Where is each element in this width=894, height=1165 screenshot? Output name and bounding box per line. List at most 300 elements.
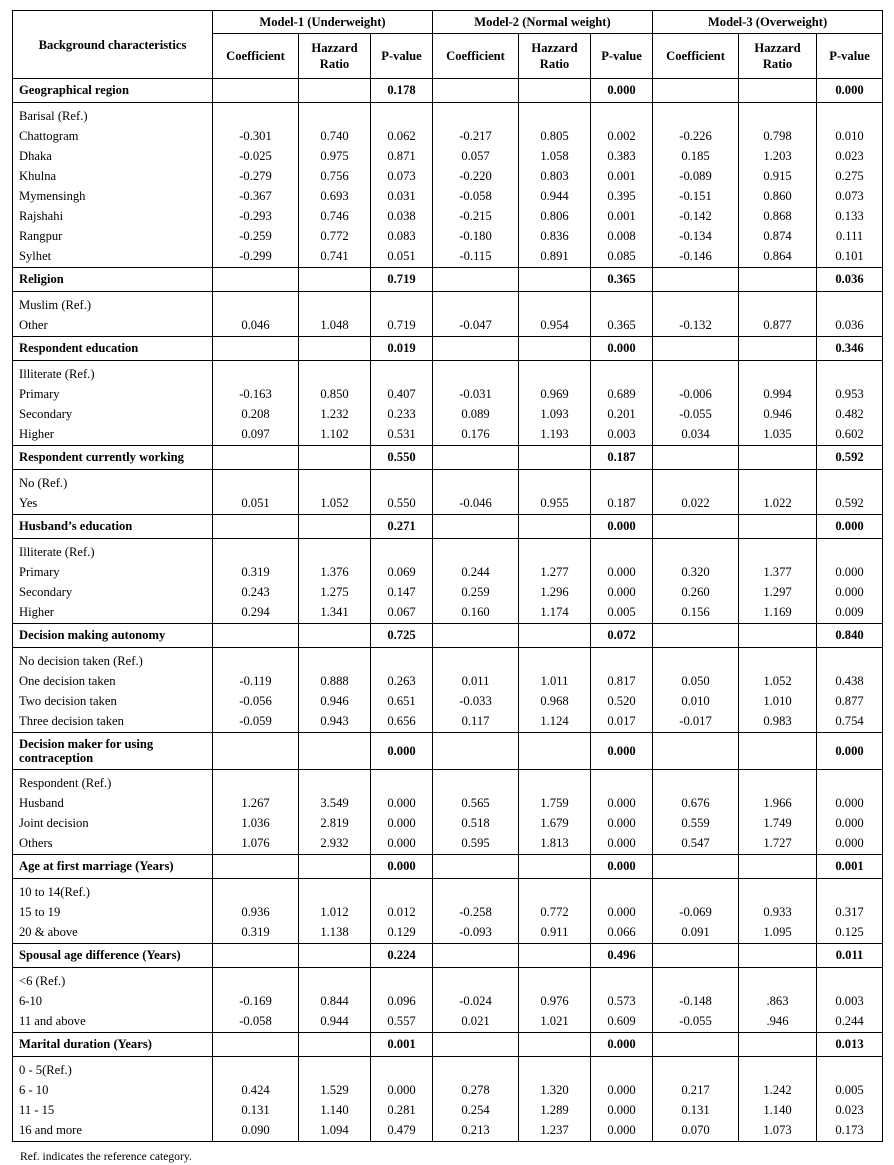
empty-cell <box>299 79 371 103</box>
row-label: Khulna <box>13 166 213 186</box>
value-cell: 0.131 <box>653 1100 739 1120</box>
value-cell: -0.215 <box>433 206 519 226</box>
value-cell <box>519 292 591 316</box>
value-cell: 0.243 <box>213 582 299 602</box>
value-cell: 0.073 <box>817 186 883 206</box>
table-row <box>13 404 883 424</box>
value-cell: -0.367 <box>213 186 299 206</box>
value-cell: 1.076 <box>213 833 299 855</box>
hazard-ratio-table <box>12 10 883 1142</box>
value-cell: 0.719 <box>371 315 433 337</box>
table-body <box>13 79 883 1142</box>
value-cell: 1.010 <box>739 691 817 711</box>
section-title: Husband’s education <box>13 515 213 539</box>
value-cell <box>433 103 519 127</box>
value-cell: 1.052 <box>739 671 817 691</box>
table-row <box>13 602 883 624</box>
value-cell: .863 <box>739 991 817 1011</box>
value-cell: 1.035 <box>739 424 817 446</box>
value-cell <box>433 292 519 316</box>
value-cell <box>433 470 519 494</box>
section-p-value: 0.000 <box>371 733 433 770</box>
value-cell: 1.036 <box>213 813 299 833</box>
value-cell <box>739 539 817 563</box>
empty-cell <box>213 337 299 361</box>
row-label: Primary <box>13 562 213 582</box>
value-cell <box>519 648 591 672</box>
value-cell <box>519 539 591 563</box>
value-cell: 0.395 <box>591 186 653 206</box>
table-row <box>13 493 883 515</box>
value-cell: 1.232 <box>299 404 371 424</box>
empty-cell <box>519 268 591 292</box>
value-cell <box>519 968 591 992</box>
value-cell <box>591 648 653 672</box>
empty-cell <box>739 337 817 361</box>
table-row <box>13 292 883 316</box>
row-label: Higher <box>13 424 213 446</box>
empty-cell <box>213 733 299 770</box>
section-title: Geographical region <box>13 79 213 103</box>
value-cell: 0.187 <box>591 493 653 515</box>
value-cell: 0.117 <box>433 711 519 733</box>
table-row <box>13 206 883 226</box>
header-hazard-ratio: Hazzard Ratio <box>739 34 817 79</box>
value-cell: -0.025 <box>213 146 299 166</box>
value-cell: 0.000 <box>371 833 433 855</box>
value-cell: 0.021 <box>433 1011 519 1033</box>
row-label: Chattogram <box>13 126 213 146</box>
value-cell: 0.096 <box>371 991 433 1011</box>
row-label: Higher <box>13 602 213 624</box>
table-row <box>13 186 883 206</box>
value-cell <box>817 770 883 794</box>
section-p-value: 0.036 <box>817 268 883 292</box>
section-p-value: 0.000 <box>817 733 883 770</box>
value-cell: 0.023 <box>817 146 883 166</box>
empty-cell <box>519 446 591 470</box>
value-cell: 0.602 <box>817 424 883 446</box>
empty-cell <box>739 1033 817 1057</box>
value-cell <box>299 968 371 992</box>
value-cell: 0.011 <box>433 671 519 691</box>
value-cell: 0.147 <box>371 582 433 602</box>
value-cell: 0.000 <box>371 813 433 833</box>
row-label: Respondent (Ref.) <box>13 770 213 794</box>
value-cell: 1.727 <box>739 833 817 855</box>
row-label: Sylhet <box>13 246 213 268</box>
value-cell: 0.254 <box>433 1100 519 1120</box>
value-cell: 0.000 <box>591 813 653 833</box>
value-cell: 0.176 <box>433 424 519 446</box>
value-cell: 0.129 <box>371 922 433 944</box>
table-row <box>13 1057 883 1081</box>
empty-cell <box>299 1033 371 1057</box>
value-cell <box>817 103 883 127</box>
section-header-row <box>13 337 883 361</box>
empty-cell <box>739 624 817 648</box>
value-cell <box>653 879 739 903</box>
value-cell <box>739 1057 817 1081</box>
row-label: <6 (Ref.) <box>13 968 213 992</box>
value-cell: -0.031 <box>433 384 519 404</box>
value-cell: 0.005 <box>817 1080 883 1100</box>
value-cell <box>213 879 299 903</box>
empty-cell <box>213 1033 299 1057</box>
table-row <box>13 246 883 268</box>
table-row <box>13 648 883 672</box>
value-cell: 0.275 <box>817 166 883 186</box>
value-cell: 0.000 <box>371 1080 433 1100</box>
value-cell <box>817 648 883 672</box>
row-label: 0 - 5(Ref.) <box>13 1057 213 1081</box>
section-p-value: 0.592 <box>817 446 883 470</box>
empty-cell <box>519 515 591 539</box>
table-row <box>13 991 883 1011</box>
empty-cell <box>299 268 371 292</box>
value-cell <box>371 470 433 494</box>
section-p-value: 0.187 <box>591 446 653 470</box>
value-cell: 0.595 <box>433 833 519 855</box>
value-cell <box>299 1057 371 1081</box>
value-cell: 0.131 <box>213 1100 299 1120</box>
value-cell: 0.915 <box>739 166 817 186</box>
value-cell <box>817 361 883 385</box>
value-cell <box>739 292 817 316</box>
value-cell <box>519 1057 591 1081</box>
value-cell <box>371 1057 433 1081</box>
row-label: Rajshahi <box>13 206 213 226</box>
row-label: 11 and above <box>13 1011 213 1033</box>
empty-cell <box>739 944 817 968</box>
value-cell: 1.297 <box>739 582 817 602</box>
value-cell: 0.850 <box>299 384 371 404</box>
value-cell <box>591 103 653 127</box>
empty-cell <box>519 79 591 103</box>
value-cell: 0.954 <box>519 315 591 337</box>
section-p-value: 0.224 <box>371 944 433 968</box>
header-hazard-ratio: Hazzard Ratio <box>299 34 371 79</box>
table-row <box>13 691 883 711</box>
empty-cell <box>213 268 299 292</box>
value-cell <box>817 968 883 992</box>
section-title: Decision making autonomy <box>13 624 213 648</box>
value-cell: 1.277 <box>519 562 591 582</box>
value-cell <box>817 879 883 903</box>
empty-cell <box>739 515 817 539</box>
row-label: Mymensingh <box>13 186 213 206</box>
table-row <box>13 1011 883 1033</box>
value-cell: 0.754 <box>817 711 883 733</box>
empty-cell <box>433 733 519 770</box>
section-p-value: 0.072 <box>591 624 653 648</box>
value-cell: 1.296 <box>519 582 591 602</box>
table-row <box>13 582 883 602</box>
header-coefficient: Coefficient <box>433 34 519 79</box>
value-cell: 0.125 <box>817 922 883 944</box>
value-cell: 1.759 <box>519 793 591 813</box>
value-cell <box>299 361 371 385</box>
value-cell: 1.093 <box>519 404 591 424</box>
value-cell <box>653 648 739 672</box>
row-label: Secondary <box>13 404 213 424</box>
value-cell: 1.193 <box>519 424 591 446</box>
value-cell <box>371 968 433 992</box>
table-row <box>13 922 883 944</box>
value-cell: 0.281 <box>371 1100 433 1120</box>
value-cell <box>739 361 817 385</box>
value-cell: 0.953 <box>817 384 883 404</box>
section-p-value: 0.000 <box>591 79 653 103</box>
value-cell: 0.073 <box>371 166 433 186</box>
empty-cell <box>739 79 817 103</box>
value-cell: 0.101 <box>817 246 883 268</box>
value-cell: 2.932 <box>299 833 371 855</box>
value-cell: 0.217 <box>653 1080 739 1100</box>
value-cell: 0.746 <box>299 206 371 226</box>
footnote: Ref. indicates the reference category. <box>20 1150 192 1163</box>
row-label: Barisal (Ref.) <box>13 103 213 127</box>
value-cell: -0.142 <box>653 206 739 226</box>
empty-cell <box>653 79 739 103</box>
empty-cell <box>433 624 519 648</box>
value-cell: 0.844 <box>299 991 371 1011</box>
table-row <box>13 103 883 127</box>
empty-cell <box>653 337 739 361</box>
value-cell: -0.148 <box>653 991 739 1011</box>
value-cell: 0.557 <box>371 1011 433 1033</box>
value-cell: 0.173 <box>817 1120 883 1142</box>
value-cell: 0.000 <box>817 833 883 855</box>
value-cell: 0.001 <box>591 206 653 226</box>
value-cell: 0.479 <box>371 1120 433 1142</box>
row-label: Three decision taken <box>13 711 213 733</box>
value-cell <box>653 1057 739 1081</box>
empty-cell <box>433 944 519 968</box>
value-cell: 0.874 <box>739 226 817 246</box>
value-cell: 0.036 <box>817 315 883 337</box>
value-cell: 0.001 <box>591 166 653 186</box>
value-cell <box>519 879 591 903</box>
value-cell <box>591 1057 653 1081</box>
row-label: Rangpur <box>13 226 213 246</box>
value-cell: -0.055 <box>653 1011 739 1033</box>
section-p-value: 0.019 <box>371 337 433 361</box>
row-label: 15 to 19 <box>13 902 213 922</box>
empty-cell <box>213 515 299 539</box>
value-cell: -0.017 <box>653 711 739 733</box>
value-cell: 0.000 <box>591 902 653 922</box>
value-cell: 0.319 <box>213 562 299 582</box>
value-cell: 0.319 <box>213 922 299 944</box>
value-cell: 0.365 <box>591 315 653 337</box>
value-cell: 0.278 <box>433 1080 519 1100</box>
row-label: 6 - 10 <box>13 1080 213 1100</box>
table-row <box>13 813 883 833</box>
value-cell <box>213 292 299 316</box>
value-cell: 0.482 <box>817 404 883 424</box>
row-label: 20 & above <box>13 922 213 944</box>
value-cell: 0.000 <box>817 562 883 582</box>
value-cell: 0.518 <box>433 813 519 833</box>
value-cell: 0.756 <box>299 166 371 186</box>
value-cell: -0.058 <box>433 186 519 206</box>
value-cell <box>213 648 299 672</box>
value-cell: 0.051 <box>371 246 433 268</box>
empty-cell <box>519 1033 591 1057</box>
value-cell: 1.048 <box>299 315 371 337</box>
empty-cell <box>299 944 371 968</box>
empty-cell <box>433 268 519 292</box>
value-cell: 1.377 <box>739 562 817 582</box>
value-cell: 0.806 <box>519 206 591 226</box>
value-cell: -0.163 <box>213 384 299 404</box>
value-cell: 0.000 <box>371 793 433 813</box>
row-label: Two decision taken <box>13 691 213 711</box>
section-p-value: 0.000 <box>591 1033 653 1057</box>
value-cell: 1.140 <box>739 1100 817 1120</box>
value-cell: .946 <box>739 1011 817 1033</box>
value-cell: 0.000 <box>591 833 653 855</box>
section-p-value: 0.271 <box>371 515 433 539</box>
value-cell: 0.424 <box>213 1080 299 1100</box>
value-cell <box>433 770 519 794</box>
value-cell: -0.046 <box>433 493 519 515</box>
value-cell: 0.083 <box>371 226 433 246</box>
value-cell <box>213 1057 299 1081</box>
value-cell <box>591 292 653 316</box>
value-cell <box>433 648 519 672</box>
value-cell: 0.010 <box>817 126 883 146</box>
value-cell <box>213 103 299 127</box>
value-cell: 1.012 <box>299 902 371 922</box>
section-header-row <box>13 515 883 539</box>
header-model-1: Model-1 (Underweight) <box>213 11 433 34</box>
section-title: Respondent education <box>13 337 213 361</box>
value-cell: 0.943 <box>299 711 371 733</box>
value-cell: -0.132 <box>653 315 739 337</box>
header-coefficient: Coefficient <box>213 34 299 79</box>
table-row <box>13 226 883 246</box>
row-label: No (Ref.) <box>13 470 213 494</box>
table-row <box>13 166 883 186</box>
value-cell: 1.242 <box>739 1080 817 1100</box>
value-cell: 0.000 <box>591 1120 653 1142</box>
header-coefficient: Coefficient <box>653 34 739 79</box>
value-cell: 0.772 <box>299 226 371 246</box>
value-cell <box>739 770 817 794</box>
value-cell: 0.803 <box>519 166 591 186</box>
value-cell <box>213 470 299 494</box>
value-cell <box>519 361 591 385</box>
value-cell: 1.058 <box>519 146 591 166</box>
row-label: Dhaka <box>13 146 213 166</box>
value-cell: 0.160 <box>433 602 519 624</box>
row-label: Muslim (Ref.) <box>13 292 213 316</box>
empty-cell <box>299 337 371 361</box>
row-label: Illiterate (Ref.) <box>13 361 213 385</box>
value-cell: 0.051 <box>213 493 299 515</box>
value-cell: 0.000 <box>591 582 653 602</box>
header-p-value: P-value <box>817 34 883 79</box>
value-cell: 0.003 <box>591 424 653 446</box>
value-cell: 0.091 <box>653 922 739 944</box>
value-cell <box>591 361 653 385</box>
value-cell: 0.592 <box>817 493 883 515</box>
value-cell: -0.069 <box>653 902 739 922</box>
empty-cell <box>739 733 817 770</box>
value-cell <box>653 770 739 794</box>
value-cell: 0.000 <box>817 582 883 602</box>
empty-cell <box>433 855 519 879</box>
value-cell: 0.057 <box>433 146 519 166</box>
value-cell: 0.946 <box>739 404 817 424</box>
table-row <box>13 562 883 582</box>
value-cell: 0.085 <box>591 246 653 268</box>
section-p-value: 0.496 <box>591 944 653 968</box>
empty-cell <box>653 733 739 770</box>
value-cell <box>213 770 299 794</box>
section-header-row <box>13 446 883 470</box>
table-row <box>13 968 883 992</box>
value-cell: 0.609 <box>591 1011 653 1033</box>
value-cell <box>299 539 371 563</box>
value-cell: 0.244 <box>817 1011 883 1033</box>
row-label: Joint decision <box>13 813 213 833</box>
empty-cell <box>213 624 299 648</box>
value-cell: 1.237 <box>519 1120 591 1142</box>
value-cell: 0.022 <box>653 493 739 515</box>
empty-cell <box>519 944 591 968</box>
value-cell: 0.260 <box>653 582 739 602</box>
value-cell: 1.529 <box>299 1080 371 1100</box>
value-cell: 0.547 <box>653 833 739 855</box>
section-title: Respondent currently working <box>13 446 213 470</box>
value-cell: 1.275 <box>299 582 371 602</box>
row-label: Primary <box>13 384 213 404</box>
value-cell: 0.320 <box>653 562 739 582</box>
value-cell: -0.055 <box>653 404 739 424</box>
table-row <box>13 833 883 855</box>
value-cell: 0.693 <box>299 186 371 206</box>
value-cell: 0.968 <box>519 691 591 711</box>
empty-cell <box>213 855 299 879</box>
table-row <box>13 424 883 446</box>
value-cell <box>299 470 371 494</box>
value-cell: 0.559 <box>653 813 739 833</box>
empty-cell <box>653 1033 739 1057</box>
value-cell <box>739 648 817 672</box>
value-cell: 0.012 <box>371 902 433 922</box>
empty-cell <box>519 624 591 648</box>
table-header <box>13 11 883 79</box>
header-p-value: P-value <box>371 34 433 79</box>
value-cell: 1.289 <box>519 1100 591 1120</box>
value-cell: -0.058 <box>213 1011 299 1033</box>
value-cell: 0.877 <box>739 315 817 337</box>
value-cell: 0.860 <box>739 186 817 206</box>
section-p-value: 0.000 <box>591 733 653 770</box>
value-cell: 0.877 <box>817 691 883 711</box>
header-hazard-ratio: Hazzard Ratio <box>519 34 591 79</box>
value-cell: 0.000 <box>817 793 883 813</box>
value-cell: 0.070 <box>653 1120 739 1142</box>
value-cell <box>299 648 371 672</box>
value-cell: 0.003 <box>817 991 883 1011</box>
section-p-value: 0.000 <box>591 337 653 361</box>
value-cell: 0.185 <box>653 146 739 166</box>
value-cell: 0.520 <box>591 691 653 711</box>
